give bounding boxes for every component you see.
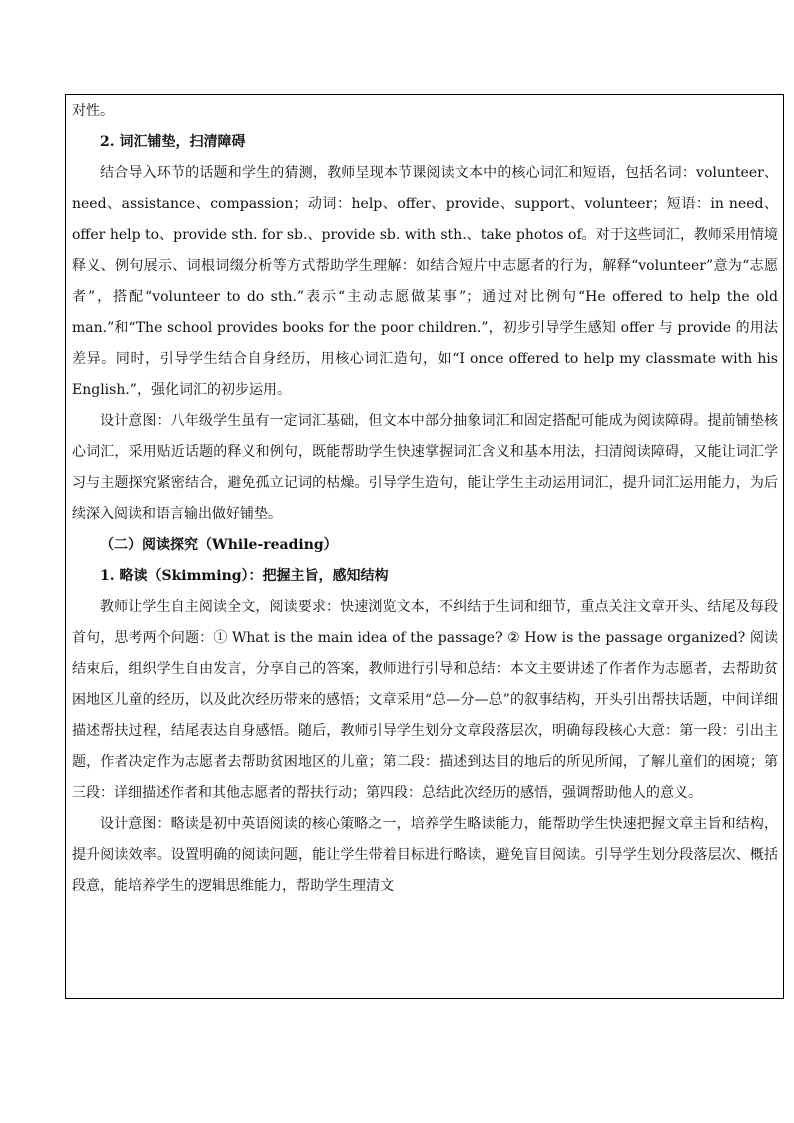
- section-heading-vocabulary: 2. 词汇铺垫，扫清障碍: [100, 134, 246, 150]
- paragraph-vocabulary: 结合导入环节的话题和学生的猜测，教师呈现本节课阅读文本中的核心词汇和短语，包括名词：volunteer、need、assistance、compassion；动词：help、offer、provide、support、volunteer；短语：in need、offer help to、provide sth. for sb.、provide sb. with sth.、take photos of。对于这些词汇，教师采用情境释义、例句展示、词根词缀分析等方式帮助学生理解：如结合短片中志愿者的行为，解释“volunteer”意为“志愿者”，搭配“volunteer to do sth.”表示“主动志愿做某事”；通过对比例句“He offered to help the old man.”和“The school provides books for the poor children.”，初步引导学生感知 offer 与 provide 的用法差异。同时，引导学生结合自身经历，用核心词汇造句，如“I once offered to help my classmate with his English.”，强化词汇的初步运用。: [72, 165, 778, 398]
- section-heading-skimming: 1. 略读（Skimming）：把握主旨，感知结构: [100, 568, 389, 584]
- document-body: [72, 96, 778, 902]
- section-heading-while-reading: （二）阅读探究（While-reading）: [100, 537, 338, 553]
- paragraph-skimming: 教师让学生自主阅读全文，阅读要求：快速浏览文本，不纠结于生词和细节，重点关注文章开头、结尾及每段首句，思考两个问题：① What is the main idea of the passage? ② How is the passage organized? 阅读结束后，组织学生自由发言，分享自己的答案，教师进行引导和总结：本文主要讲述了作者作为志愿者，去帮助贫困地区儿童的经历，以及此次经历带来的感悟；文章采用“总—分—总”的叙事结构，开头引出帮扶话题，中间详细描述帮扶过程，结尾表达自身感悟。随后，教师引导学生划分文章段落层次，明确每段核心大意：第一段：引出主题，作者决定作为志愿者去帮助贫困地区的儿童；第二段：描述到达目的地后的所见所闻，了解儿童们的困境；第三段：详细描述作者和其他志愿者的帮扶行动；第四段：总结此次经历的感悟，强调帮助他人的意义。: [72, 599, 778, 801]
- paragraph-design-intent-1: 设计意图：八年级学生虽有一定词汇基础，但文本中部分抽象词汇和固定搭配可能成为阅读障碍。提前铺垫核心词汇，采用贴近话题的释义和例句，既能帮助学生快速掌握词汇含义和基本用法，扫清阅读障碍，又能让词汇学习与主题探究紧密结合，避免孤立记词的枯燥。引导学生造句，能让学生主动运用词汇，提升词汇运用能力，为后续深入阅读和语言输出做好铺垫。: [72, 413, 778, 522]
- paragraph-design-intent-2: 设计意图：略读是初中英语阅读的核心策略之一，培养学生略读能力，能帮助学生快速把握文章主旨和结构，提升阅读效率。设置明确的阅读问题，能让学生带着目标进行略读，避免盲目阅读。引导学生划分段落层次、概括段意，能培养学生的逻辑思维能力，帮助学生理清文: [72, 816, 778, 894]
- paragraph-continuation: 对性。: [72, 103, 114, 119]
